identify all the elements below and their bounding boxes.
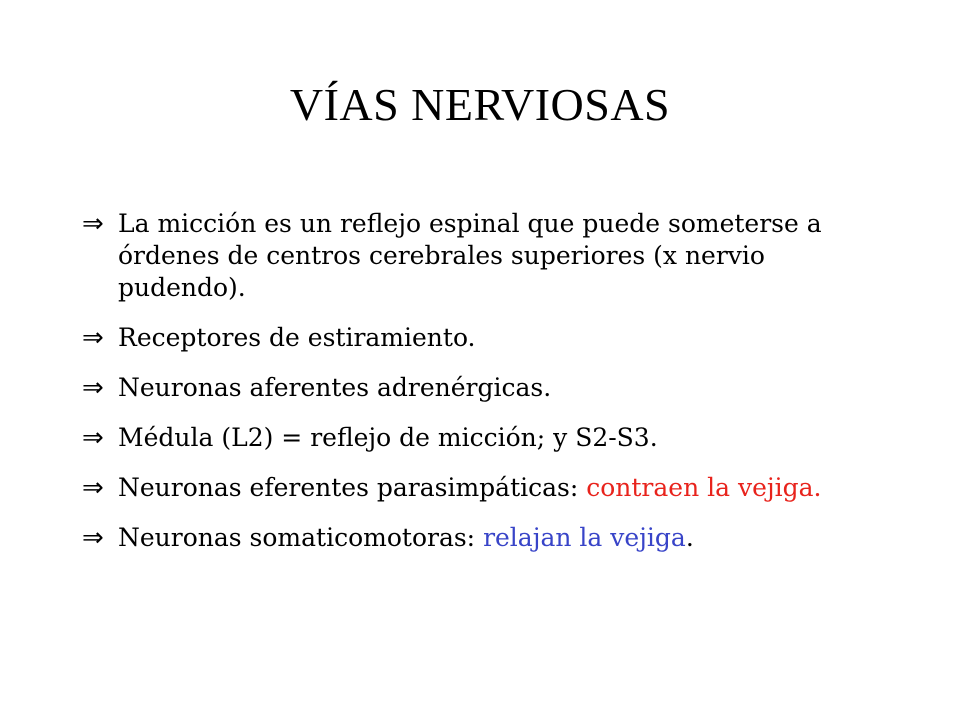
double-arrow-icon: ⇒	[82, 373, 104, 403]
slide-title: VÍAS NERVIOSAS	[289, 79, 671, 130]
bullet-text-wrapper	[118, 522, 892, 554]
double-arrow-icon: ⇒	[82, 473, 104, 503]
bullet-text-wrapper	[118, 472, 892, 504]
bullet-highlight-red: contraen la vejiga.	[586, 473, 822, 502]
bullet-list	[82, 208, 892, 572]
double-arrow-icon: ⇒	[82, 209, 104, 239]
bullet-suffix: .	[685, 523, 694, 552]
double-arrow-icon: ⇒	[82, 323, 104, 353]
bullet-highlight-blue: relajan la vejiga	[483, 523, 686, 552]
bullet-text: La micción es un reflejo espinal que puede someterse a órdenes de centros cerebrales superiores (x nervio pudendo).	[118, 209, 822, 302]
bullet-item-medula	[82, 422, 892, 454]
bullet-item-aferentes	[82, 372, 892, 404]
bullet-item-receptores	[82, 322, 892, 354]
bullet-text: Receptores de estiramiento.	[118, 323, 476, 352]
bullet-text: Médula (L2) = reflejo de micción; y S2-S3.	[118, 423, 658, 452]
double-arrow-icon: ⇒	[82, 523, 104, 553]
bullet-item-eferentes	[82, 472, 892, 504]
bullet-text: Neuronas aferentes adrenérgicas.	[118, 373, 552, 402]
bullet-text: Neuronas eferentes parasimpáticas:	[118, 473, 587, 502]
bullet-item-somaticomotoras	[82, 522, 892, 554]
bullet-text: Neuronas somaticomotoras:	[118, 523, 484, 552]
bullet-item-miccion	[82, 208, 892, 304]
double-arrow-icon: ⇒	[82, 423, 104, 453]
